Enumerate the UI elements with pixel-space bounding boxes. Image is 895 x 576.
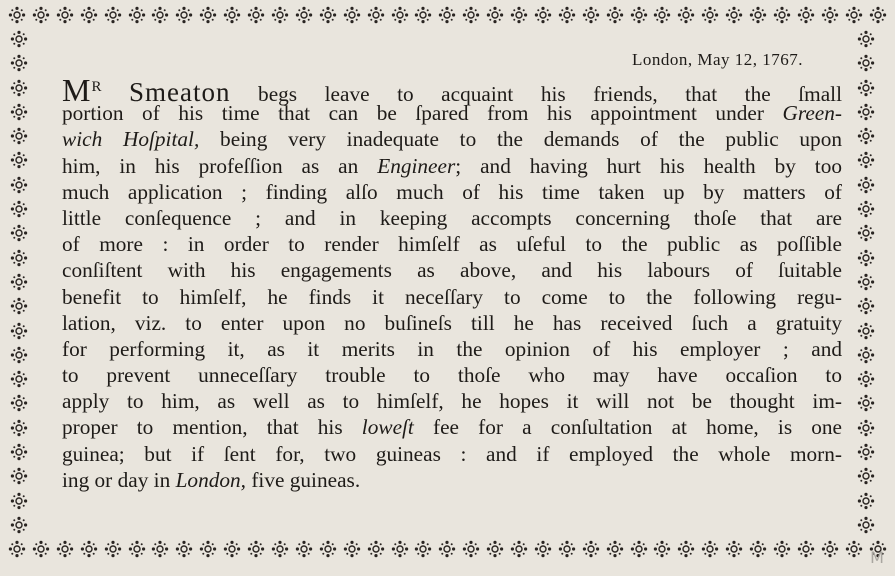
text-line — [62, 153, 842, 179]
text-segment: him, in his profeſſion as an — [62, 153, 378, 178]
border-right — [855, 30, 877, 534]
floral-ornament-icon — [857, 249, 875, 267]
floral-ornament-icon — [175, 540, 193, 558]
text-line — [62, 126, 842, 152]
border-left — [8, 30, 30, 534]
text-segment: portion of his time that can be ſpared from his appointment under — [62, 101, 783, 126]
floral-ornament-icon — [857, 54, 875, 72]
floral-ornament-icon — [486, 540, 504, 558]
floral-ornament-icon — [653, 6, 671, 24]
floral-ornament-icon — [857, 297, 875, 315]
text-line — [62, 362, 842, 388]
floral-ornament-icon — [414, 540, 432, 558]
floral-ornament-icon — [438, 6, 456, 24]
floral-ornament-icon — [857, 103, 875, 121]
floral-ornament-icon — [10, 322, 28, 340]
floral-ornament-icon — [391, 6, 409, 24]
floral-ornament-icon — [821, 540, 839, 558]
floral-ornament-icon — [857, 419, 875, 437]
floral-ornament-icon — [343, 540, 361, 558]
italic-segment: wich Hoſpital, — [62, 127, 200, 152]
floral-ornament-icon — [857, 273, 875, 291]
floral-ornament-icon — [319, 6, 337, 24]
floral-ornament-icon — [857, 224, 875, 242]
text-segment: lation, viz. to enter upon no buſineſs till he has received ſuch a gratuity — [62, 310, 842, 335]
floral-ornament-icon — [10, 200, 28, 218]
floral-ornament-icon — [151, 6, 169, 24]
floral-ornament-icon — [857, 30, 875, 48]
text-line — [62, 467, 842, 493]
floral-ornament-icon — [80, 540, 98, 558]
floral-ornament-icon — [199, 540, 217, 558]
border-top — [8, 4, 887, 26]
text-line — [62, 336, 842, 362]
floral-ornament-icon — [8, 6, 26, 24]
floral-ornament-icon — [558, 540, 576, 558]
floral-ornament-icon — [151, 540, 169, 558]
floral-ornament-icon — [857, 322, 875, 340]
floral-ornament-icon — [10, 516, 28, 534]
floral-ornament-icon — [175, 6, 193, 24]
floral-ornament-icon — [343, 6, 361, 24]
floral-ornament-icon — [701, 6, 719, 24]
text-line — [62, 441, 842, 467]
floral-ornament-icon — [391, 540, 409, 558]
floral-ornament-icon — [10, 103, 28, 121]
floral-ornament-icon — [104, 6, 122, 24]
floral-ornament-icon — [677, 6, 695, 24]
floral-ornament-icon — [606, 540, 624, 558]
floral-ornament-icon — [630, 540, 648, 558]
text-segment: to prevent unneceſſary trouble to thoſe who may have occaſion to — [62, 363, 842, 388]
text-segment: guinea; but if ſent for, two guineas : and if employed the whole morn- — [62, 441, 842, 466]
border-bottom — [8, 538, 887, 560]
floral-ornament-icon — [438, 540, 456, 558]
text-segment: being very inadequate to the demands of the public upon — [199, 127, 842, 152]
floral-ornament-icon — [367, 540, 385, 558]
floral-ornament-icon — [10, 394, 28, 412]
floral-ornament-icon — [271, 6, 289, 24]
text-segment: ; and having hurt his health by too — [455, 153, 842, 178]
floral-ornament-icon — [295, 6, 313, 24]
floral-ornament-icon — [10, 492, 28, 510]
floral-ornament-icon — [582, 6, 600, 24]
floral-ornament-icon — [199, 6, 217, 24]
salutation-initial: M — [62, 72, 92, 108]
floral-ornament-icon — [247, 540, 265, 558]
text-line — [62, 310, 842, 336]
text-line — [62, 72, 843, 108]
text-segment: begs leave to acquaint his friends, that the ſmall — [230, 82, 843, 106]
floral-ornament-icon — [295, 540, 313, 558]
text-line — [62, 179, 842, 205]
floral-ornament-icon — [630, 6, 648, 24]
floral-ornament-icon — [8, 540, 26, 558]
floral-ornament-icon — [10, 30, 28, 48]
floral-ornament-icon — [32, 540, 50, 558]
text-line — [62, 388, 842, 414]
floral-ornament-icon — [749, 540, 767, 558]
floral-ornament-icon — [797, 540, 815, 558]
text-segment: fee for a conſultation at home, is one — [413, 415, 842, 440]
floral-ornament-icon — [80, 6, 98, 24]
text-line — [62, 257, 842, 283]
collection-stamp: M — [870, 548, 884, 567]
text-segment: proper to mention, that his — [62, 415, 362, 440]
floral-ornament-icon — [10, 224, 28, 242]
floral-ornament-icon — [869, 6, 887, 24]
floral-ornament-icon — [414, 6, 432, 24]
floral-ornament-icon — [10, 467, 28, 485]
text-line — [62, 414, 842, 440]
floral-ornament-icon — [857, 127, 875, 145]
floral-ornament-icon — [857, 346, 875, 364]
floral-ornament-icon — [10, 127, 28, 145]
text-segment: for performing it, as it merits in the opinion of his employer ; and — [62, 336, 842, 361]
floral-ornament-icon — [582, 540, 600, 558]
floral-ornament-icon — [510, 6, 528, 24]
floral-ornament-icon — [104, 540, 122, 558]
floral-ornament-icon — [10, 151, 28, 169]
floral-ornament-icon — [606, 6, 624, 24]
floral-ornament-icon — [32, 6, 50, 24]
floral-ornament-icon — [558, 6, 576, 24]
floral-ornament-icon — [56, 6, 74, 24]
floral-ornament-icon — [701, 540, 719, 558]
text-segment: apply to him, as well as to himſelf, he hopes it will not be thought im- — [62, 389, 842, 414]
text-segment: little conſequence ; and in keeping accompts concerning thoſe that are — [62, 205, 842, 230]
floral-ornament-icon — [10, 54, 28, 72]
floral-ornament-icon — [271, 540, 289, 558]
floral-ornament-icon — [725, 6, 743, 24]
floral-ornament-icon — [857, 200, 875, 218]
floral-ornament-icon — [857, 176, 875, 194]
text-segment: much application ; finding alſo much of his time taken up by matters of — [62, 179, 842, 204]
floral-ornament-icon — [223, 6, 241, 24]
floral-ornament-icon — [653, 540, 671, 558]
floral-ornament-icon — [725, 540, 743, 558]
floral-ornament-icon — [10, 297, 28, 315]
floral-ornament-icon — [749, 6, 767, 24]
italic-segment: loweſt — [361, 415, 414, 440]
floral-ornament-icon — [773, 6, 791, 24]
floral-ornament-icon — [773, 540, 791, 558]
floral-ornament-icon — [10, 419, 28, 437]
floral-ornament-icon — [10, 443, 28, 461]
floral-ornament-icon — [821, 6, 839, 24]
floral-ornament-icon — [510, 540, 528, 558]
floral-ornament-icon — [857, 370, 875, 388]
floral-ornament-icon — [56, 540, 74, 558]
text-line — [62, 284, 842, 310]
floral-ornament-icon — [857, 151, 875, 169]
text-segment: of more : in order to render himſelf as uſeful to the public as poſſible — [62, 232, 842, 257]
floral-ornament-icon — [845, 540, 863, 558]
floral-ornament-icon — [857, 443, 875, 461]
floral-ornament-icon — [367, 6, 385, 24]
date-line: London, May 12, 1767. — [631, 50, 803, 69]
floral-ornament-icon — [534, 540, 552, 558]
floral-ornament-icon — [128, 540, 146, 558]
text-segment: benefit to himſelf, he finds it neceſſary to come to the following regu- — [62, 284, 842, 309]
floral-ornament-icon — [10, 273, 28, 291]
floral-ornament-icon — [10, 249, 28, 267]
floral-ornament-icon — [857, 467, 875, 485]
floral-ornament-icon — [857, 492, 875, 510]
author-name: Smeaton — [129, 77, 231, 107]
floral-ornament-icon — [10, 176, 28, 194]
floral-ornament-icon — [845, 6, 863, 24]
floral-ornament-icon — [534, 6, 552, 24]
floral-ornament-icon — [857, 516, 875, 534]
text-segment: ing or day in — [62, 467, 176, 492]
notice-text — [62, 74, 842, 493]
italic-segment: Engineer — [377, 153, 456, 178]
floral-ornament-icon — [677, 540, 695, 558]
italic-segment: London, — [175, 467, 246, 492]
floral-ornament-icon — [10, 79, 28, 97]
floral-ornament-icon — [462, 540, 480, 558]
floral-ornament-icon — [797, 6, 815, 24]
salutation-superscript: R — [91, 79, 102, 95]
text-segment: conſiſtent with his engagements as above, and his labours of ſuitable — [62, 258, 842, 283]
floral-ornament-icon — [486, 6, 504, 24]
floral-ornament-icon — [319, 540, 337, 558]
text-line — [62, 205, 842, 231]
floral-ornament-icon — [857, 394, 875, 412]
text-line — [62, 231, 842, 257]
floral-ornament-icon — [223, 540, 241, 558]
italic-segment: Green- — [782, 101, 842, 126]
floral-ornament-icon — [10, 346, 28, 364]
text-line — [62, 100, 842, 126]
text-segment: five guineas. — [246, 467, 361, 492]
floral-ornament-icon — [857, 79, 875, 97]
floral-ornament-icon — [247, 6, 265, 24]
floral-ornament-icon — [462, 6, 480, 24]
floral-ornament-icon — [10, 370, 28, 388]
floral-ornament-icon — [128, 6, 146, 24]
